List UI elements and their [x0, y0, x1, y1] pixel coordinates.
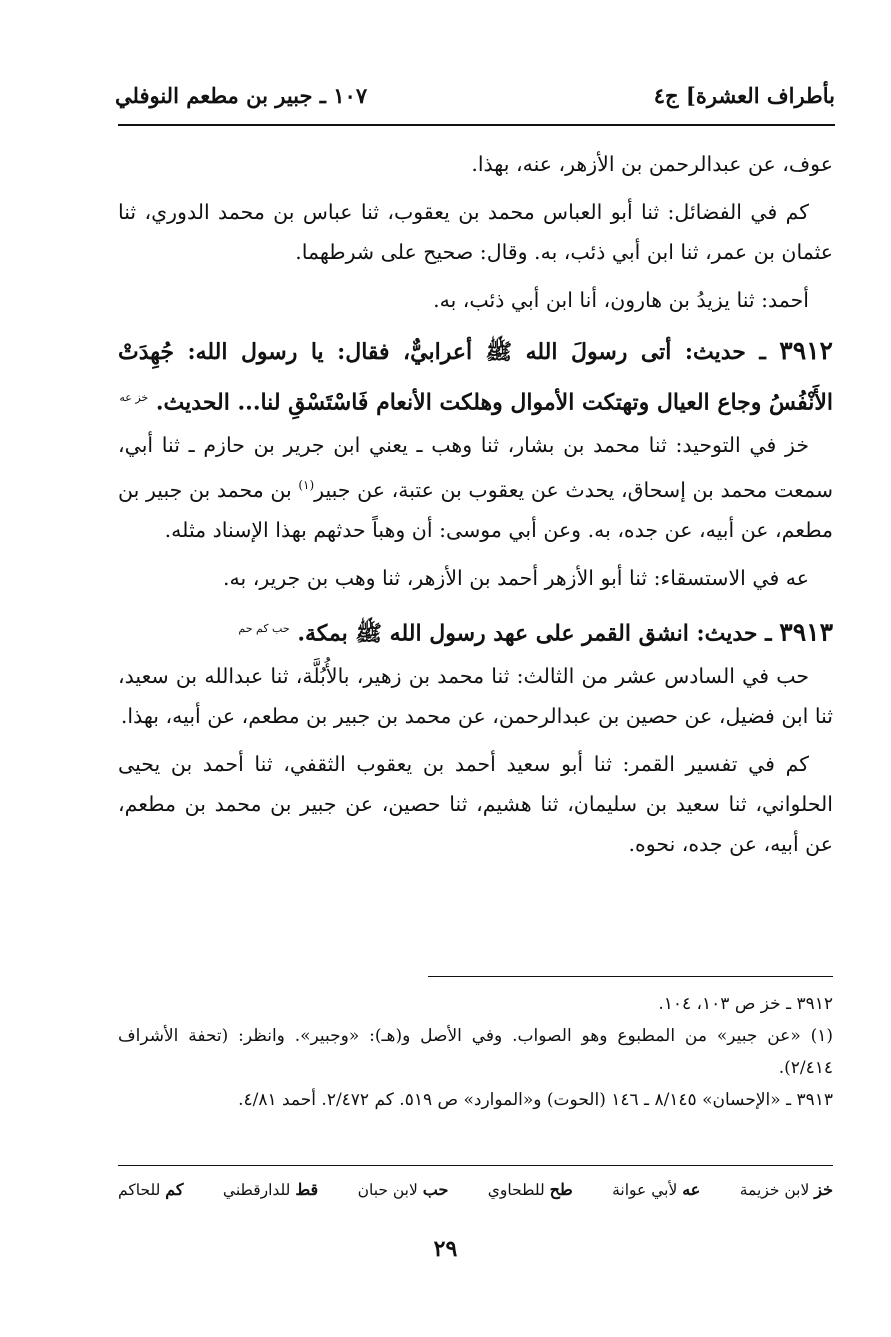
hadith-3912-text: ـ حديث: أتى رسولَ الله ﷺ أعرابيٌّ، فقال: يا رسول الله: جُهِدَتْ الأَنْفُسُ وجاع العيال وتهتكت الأموال وهلكت الأنعام فَاسْتَسْقِ لنا... الحديث.: [118, 339, 833, 416]
paragraph-1: عوف، عن عبدالرحمن بن الأزهر، عنه، بهذا.: [471, 152, 833, 176]
header-chapter-title: ١٠٧ ـ جبير بن مطعم النوفلي: [115, 82, 368, 108]
hadith-3912: [118, 328, 833, 425]
paragraph-4-text: خز في التوحيد: ثنا محمد بن بشار، ثنا وهب ـ يعني ابن جرير بن حازم ـ ثنا أبي، سمعت محمد بن إسحاق، يحدث عن يعقوب بن عتبة، عن جبير: [118, 433, 833, 503]
hadith-3913-text: ـ حديث: انشق القمر على عهد رسول الله ﷺ بمكة.: [297, 620, 772, 647]
paragraph-6: حب في السادس عشر من الثالث: ثنا محمد بن زهير، بالأُبُلَّة، ثنا عبدالله بن سعيد، ثنا ابن فضيل، عن حصين بن عبدالرحمن، عن محمد بن جبير بن مطعم، عن أبيه، بهذا.: [118, 664, 833, 729]
key-item: طح للطحاوي: [487, 1180, 573, 1199]
hadith-number-3913: ٣٩١٣: [779, 617, 833, 647]
key-item: قط للدارقطني: [222, 1180, 319, 1199]
key-item: خز لابن خزيمة: [739, 1180, 833, 1199]
key-item: كم للحاكم: [118, 1180, 184, 1199]
footnote-3912: ٣٩١٢ ـ خز ص ١٠٣، ١٠٤.: [658, 994, 833, 1014]
footnote-rule: [428, 976, 833, 977]
header-rule: [118, 124, 835, 126]
paragraph-7: كم في تفسير القمر: ثنا أبو سعيد أحمد بن يعقوب الثقفي، ثنا أحمد بن يحيى الحلواني، ثنا سعيد بن سليمان، ثنا هشيم، ثنا حصين، عن جبير بن محمد بن مطعم، عن أبيه، عن جده، نحوه.: [118, 752, 833, 857]
footnote-1: (١) «عن جبير» من المطبوع وهو الصواب. وفي الأصل و(هـ): «وجبير». وانظر: (تحفة الأشراف ٢/٤١٤).: [118, 1026, 833, 1078]
footnote-marker-1: (١): [298, 478, 315, 493]
paragraph-3: أحمد: ثنا يزيدُ بن هارون، أنا ابن أبي ذئب، به.: [433, 288, 809, 312]
hadith-3913: [118, 606, 833, 656]
key-item: عه لأبي عوانة: [612, 1180, 701, 1199]
paragraph-4: [118, 425, 833, 550]
main-text: [118, 144, 833, 872]
key-item: حب لابن حبان: [357, 1180, 449, 1199]
abbreviation-key-rule: [118, 1165, 833, 1166]
page-number: ٢٩: [433, 1236, 458, 1262]
abbreviation-key: [118, 1180, 833, 1199]
paragraph-5: عه في الاستسقاء: ثنا أبو الأزهر أحمد بن الأزهر، ثنا وهب بن جرير، به.: [223, 566, 809, 591]
paragraph-4-rest: بن محمد بن جبير بن مطعم، عن أبيه، عن جده، به. وعن أبي موسى: أن وهباً حدثهم بهذا الإسناد مثله.: [118, 478, 833, 543]
hadith-3912-sources: خز عه: [119, 391, 149, 404]
hadith-number-3912: ٣٩١٢: [779, 336, 833, 365]
header-book-title: بأطراف العشرة] ج٤: [653, 82, 835, 108]
footnote-3913: ٣٩١٣ ـ «الإحسان» ٨/١٤٥ ـ ١٤٦ (الحوت) و«الموارد» ص ٥١٩. كم ٢/٤٧٢. أحمد ٤/٨١.: [238, 1090, 833, 1110]
footnotes: [118, 988, 833, 1116]
paragraph-2: كم في الفضائل: ثنا أبو العباس محمد بن يعقوب، ثنا عباس بن محمد الدوري، ثنا عثمان بن عمر، ثنا ابن أبي ذئب، به. وقال: صحيح على شرطهما.: [118, 200, 833, 264]
hadith-3913-sources: حب كم حم: [238, 622, 290, 636]
running-header: [115, 72, 835, 118]
